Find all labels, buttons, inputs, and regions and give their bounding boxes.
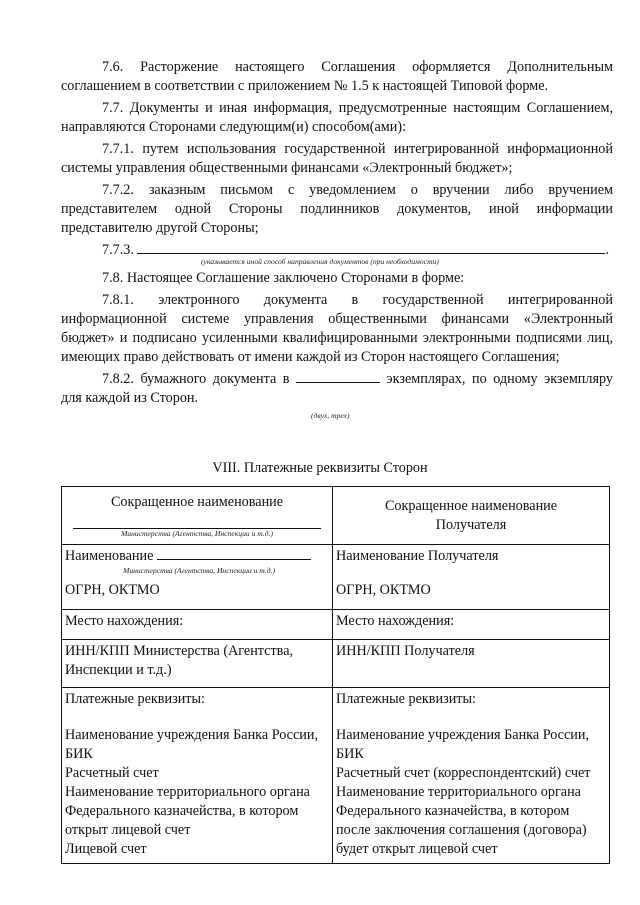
clause-7-6: 7.6. Расторжение настоящего Соглашения оформляется Дополнительным соглашением в соответствии с приложением № 1.5 к настоящей Типовой форме. (61, 59, 613, 94)
left-name-note: Министерства (Агентства, Инспекции и т.д.) (123, 566, 276, 575)
clause-7-7-1: 7.7.1. путем использования государственной интегрированной информационной системы управления общественными финансами «Электронный бюджет»; (61, 141, 613, 176)
right-payment-line: Наименование учреждения Банка России, БИК (336, 727, 589, 762)
clause-7-8-1: 7.8.1. электронного документа в государственной интегрированной информационной системе управления общественными финансами «Электронный бюджет» и подписано усиленными квалифицированными электронными подписями лиц, имеющих право действовать от имени каждой из Сторон настоящего Соглашения; (61, 292, 613, 365)
left-payment-title: Платежные реквизиты: (65, 691, 205, 707)
table-row-payment (62, 688, 610, 864)
left-ogrn: ОГРН, ОКТМО (65, 582, 160, 598)
section-title: VIII. Платежные реквизиты Сторон (212, 460, 428, 476)
table-row-inn (62, 640, 610, 688)
right-location-cell: Место нахождения: (333, 610, 610, 640)
left-payment-line: Наименование территориального органа Федерального казначейства, в котором открыт лицевой счет (65, 784, 310, 838)
table-row-name (62, 545, 610, 610)
left-short-name-note: Министерства (Агентства, Инспекции и т.д.) (120, 529, 274, 538)
clauses-block (61, 58, 613, 420)
clause-7-7-3-number: 7.7.3. (102, 242, 134, 258)
left-payment-line: Лицевой счет (65, 841, 147, 857)
left-location-cell: Место нахождения: (62, 610, 333, 640)
right-ogrn: ОГРН, ОКТМО (336, 582, 431, 598)
right-name-cell (333, 545, 610, 610)
left-payment-line: Расчетный счет (65, 765, 159, 781)
left-short-name-line (73, 512, 321, 529)
right-payment-cell (333, 688, 610, 864)
clause-7-7: 7.7. Документы и иная информация, предусмотренные настоящим Соглашением, направляются Сторонами следующим(и) способом(ами): (61, 100, 613, 135)
left-name-row (65, 547, 329, 566)
table-row-location (62, 610, 610, 640)
clause-7-7-2: 7.7.2. заказным письмом с уведомлением о вручении либо вручением представителем одной Стороны подлинников документов, иной информации представителю другой Стороны; (61, 182, 613, 236)
clause-7-7-3-note: (указывается иной способ направления документов (при необходимости) (201, 257, 439, 266)
left-inn-cell: ИНН/КПП Министерства (Агентства, Инспекции и т.д.) (62, 640, 333, 688)
right-payment-title: Платежные реквизиты: (336, 691, 476, 707)
right-payment-line: Расчетный счет (корреспондентский) счет (336, 765, 591, 781)
clause-7-7-3-blank (137, 253, 605, 254)
right-name-label: Наименование Получателя (336, 548, 499, 564)
left-short-name: Сокращенное наименование (110, 494, 284, 510)
clause-7-8: 7.8. Настоящее Соглашение заключено Сторонами в форме: (102, 270, 465, 286)
clause-7-8-2-blank (296, 382, 380, 383)
right-inn-cell: ИНН/КПП Получателя (333, 640, 610, 688)
left-payment-line: Наименование учреждения Банка России, БИК (65, 727, 318, 762)
payment-details-table (61, 486, 610, 864)
right-short-name-cell (333, 487, 610, 545)
left-payment-cell (62, 688, 333, 864)
right-payment-line: Наименование территориального органа Федерального казначейства, в котором после заключения соглашения (договора) будет открыт лицевой счет (336, 784, 587, 857)
left-name-label: Наименование (65, 548, 154, 564)
clause-7-8-2-end: экземплярах, по одному экземпляру для каждой из Сторон. (61, 371, 613, 406)
left-short-name-cell (62, 487, 333, 545)
clause-7-8-2-note: (двух, трех) (311, 411, 350, 420)
table-row-short-name (62, 487, 610, 545)
clause-7-8-2-start: 7.8.2. бумажного документа в (102, 371, 290, 387)
clause-7-7-3-period: . (605, 242, 610, 258)
right-short-name: Сокращенное наименование Получателя (384, 498, 558, 533)
clause-7-8-2 (61, 370, 613, 408)
left-name-cell (62, 545, 333, 610)
left-name-blank (157, 559, 311, 560)
